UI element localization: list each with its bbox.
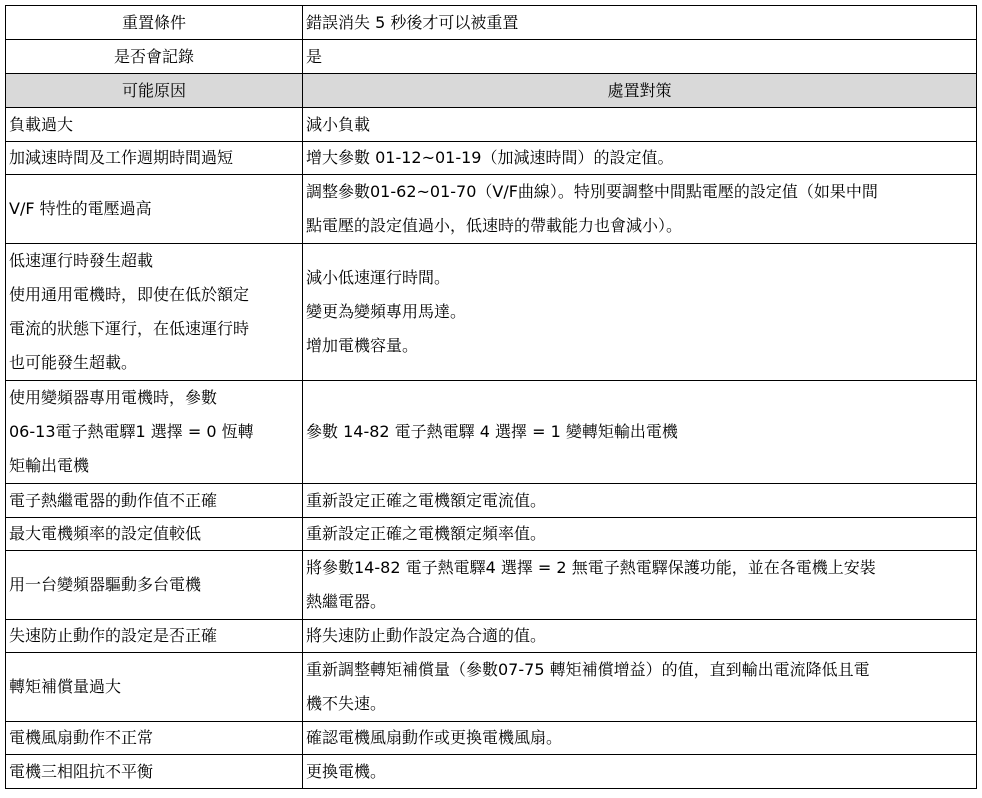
action-cell bbox=[303, 722, 977, 755]
action-cell bbox=[303, 653, 977, 722]
action-cell bbox=[303, 551, 977, 620]
record-label: 是否會記錄 bbox=[6, 40, 303, 74]
action-line: 調整參數01-62~01-70（V/F曲線）。特別要調整中間點電壓的設定值（如果中間 bbox=[306, 182, 878, 201]
table-row bbox=[6, 518, 977, 551]
action-line: 減小負載 bbox=[306, 114, 371, 134]
table-row bbox=[6, 722, 977, 755]
table-row bbox=[6, 108, 977, 142]
cause-cell bbox=[6, 518, 303, 551]
table-row bbox=[6, 142, 977, 175]
cause-line: 使用變頻器專用電機時，參數 bbox=[9, 388, 218, 407]
cause-line: 電流的狀態下運行，在低速運行時 bbox=[9, 319, 250, 338]
cause-cell bbox=[6, 653, 303, 722]
action-cell bbox=[303, 108, 977, 142]
action-line: 點電壓的設定值過小，低速時的帶載能力也會減小）。 bbox=[306, 216, 683, 235]
cause-line: V/F 特性的電壓過高 bbox=[9, 199, 152, 218]
cause-line: 加減速時間及工作週期時間過短 bbox=[9, 148, 234, 167]
table-row bbox=[6, 653, 977, 722]
action-line: 參數 14-82 電子熱電驛 4 選擇 = 1 變轉矩輸出電機 bbox=[306, 422, 678, 441]
action-cell bbox=[303, 381, 977, 484]
table-row bbox=[6, 484, 977, 518]
cause-cell bbox=[6, 108, 303, 142]
table-row bbox=[6, 381, 977, 484]
cause-line: 低速運行時發生超載 bbox=[9, 251, 154, 270]
action-line: 重新設定正確之電機額定電流值。 bbox=[306, 490, 547, 510]
cause-line: 用一台變頻器驅動多台電機 bbox=[9, 575, 202, 594]
action-line: 將參數14-82 電子熱電驛4 選擇 = 2 無電子熱電驛保護功能，並在各電機上安裝 bbox=[306, 558, 876, 577]
action-line: 重新設定正確之電機額定頻率值。 bbox=[306, 524, 547, 543]
column-header-action: 處置對策 bbox=[303, 74, 977, 108]
action-line: 更換電機。 bbox=[306, 761, 387, 781]
action-line: 熱繼電器。 bbox=[306, 592, 387, 611]
table-row bbox=[6, 244, 977, 381]
cause-cell bbox=[6, 551, 303, 620]
cause-line: 電機三相阻抗不平衡 bbox=[9, 761, 154, 781]
cause-line: 也可能發生超載。 bbox=[9, 353, 138, 372]
record-row bbox=[6, 40, 977, 74]
action-line: 將失速防止動作設定為合適的值。 bbox=[306, 626, 547, 645]
action-line: 增大參數 01-12~01-19（加減速時間）的設定值。 bbox=[306, 148, 674, 167]
cause-cell bbox=[6, 484, 303, 518]
cause-cell bbox=[6, 381, 303, 484]
cause-cell bbox=[6, 175, 303, 244]
cause-line: 失速防止動作的設定是否正確 bbox=[9, 626, 218, 645]
cause-line: 電機風扇動作不正常 bbox=[9, 728, 154, 747]
cause-line: 負載過大 bbox=[9, 114, 74, 134]
action-cell bbox=[303, 755, 977, 789]
cause-cell bbox=[6, 244, 303, 381]
fault-table bbox=[5, 5, 977, 789]
action-cell bbox=[303, 518, 977, 551]
reset-condition-row bbox=[6, 6, 977, 40]
table-row bbox=[6, 755, 977, 789]
cause-cell bbox=[6, 722, 303, 755]
action-cell bbox=[303, 484, 977, 518]
action-line: 增加電機容量。 bbox=[306, 336, 419, 355]
reset-condition-label: 重置條件 bbox=[6, 6, 303, 40]
cause-line: 06-13電子熱電驛1 選擇 = 0 恆轉 bbox=[9, 422, 254, 441]
cause-cell bbox=[6, 620, 303, 653]
cause-cell bbox=[6, 755, 303, 789]
action-cell bbox=[303, 175, 977, 244]
table-row bbox=[6, 620, 977, 653]
action-line: 重新調整轉矩補償量（參數07-75 轉矩補償增益）的值，直到輸出電流降低且電 bbox=[306, 660, 870, 679]
record-value: 是 bbox=[303, 40, 977, 74]
cause-line: 最大電機頻率的設定值較低 bbox=[9, 524, 202, 543]
action-line: 確認電機風扇動作或更換電機風扇。 bbox=[306, 728, 563, 747]
cause-line: 使用通用電機時，即使在低於額定 bbox=[9, 285, 250, 304]
table-row bbox=[6, 175, 977, 244]
action-cell bbox=[303, 244, 977, 381]
cause-line: 電子熱繼電器的動作值不正確 bbox=[9, 490, 218, 510]
action-cell bbox=[303, 620, 977, 653]
action-line: 減小低速運行時間。 bbox=[306, 268, 451, 287]
cause-line: 轉矩補償量過大 bbox=[9, 677, 122, 696]
action-line: 變更為變頻專用馬達。 bbox=[306, 302, 467, 321]
cause-line: 矩輸出電機 bbox=[9, 456, 90, 475]
table-row bbox=[6, 551, 977, 620]
action-cell bbox=[303, 142, 977, 175]
fault-table-container bbox=[5, 5, 977, 789]
column-header-cause: 可能原因 bbox=[6, 74, 303, 108]
action-line: 機不失速。 bbox=[306, 694, 387, 713]
column-header-row bbox=[6, 74, 977, 108]
reset-condition-value: 錯誤消失 5 秒後才可以被重置 bbox=[303, 6, 977, 40]
cause-cell bbox=[6, 142, 303, 175]
